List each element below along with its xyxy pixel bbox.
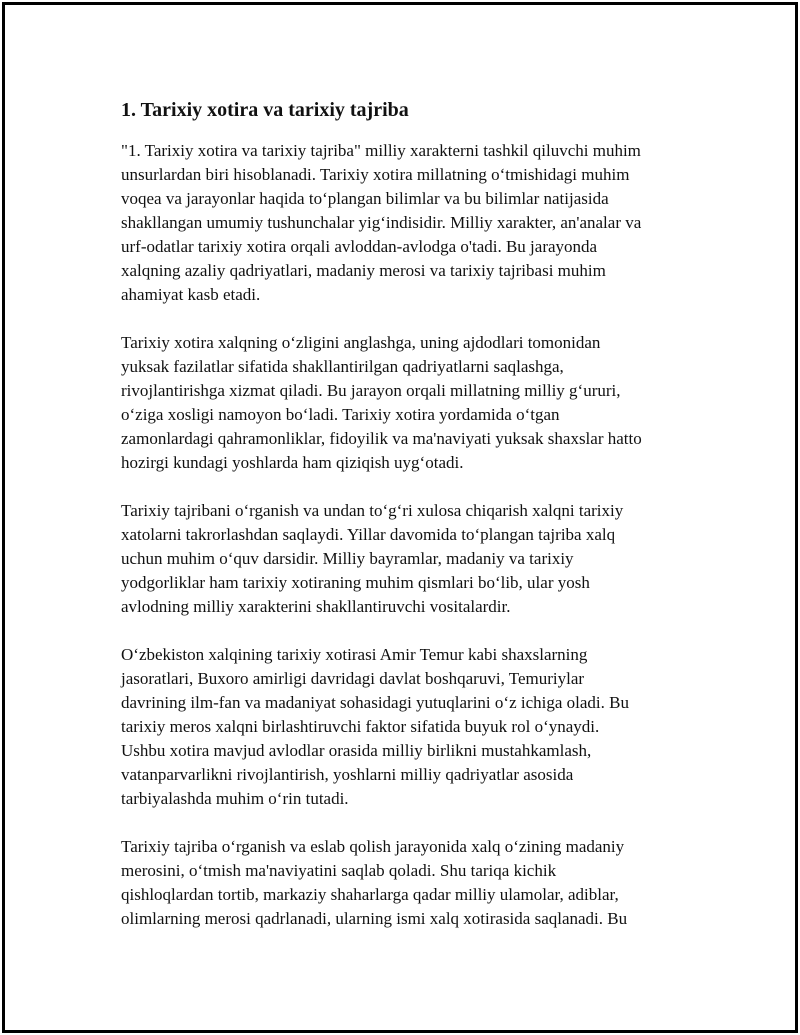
text-line: yodgorliklar ham tarixiy xotiraning muhim qismlari boʻlib, ular yosh	[121, 573, 590, 592]
text-line: xatolarni takrorlashdan saqlaydi. Yillar davomida toʻplangan tajriba xalq	[121, 525, 616, 544]
text-line: Ushbu xotira mavjud avlodlar orasida milliy birlikni mustahkamlash,	[121, 741, 592, 760]
paragraph-5	[121, 835, 681, 931]
text-line: ahamiyat kasb etadi.	[121, 285, 261, 304]
paragraph-3	[121, 499, 681, 619]
text-line: xalqning azaliy qadriyatlari, madaniy merosi va tarixiy tajribasi muhim	[121, 261, 606, 280]
text-line: Tarixiy xotira xalqning oʻzligini anglashga, uning ajdodlari tomonidan	[121, 333, 601, 352]
text-line: "1. Tarixiy xotira va tarixiy tajriba" milliy xarakterni tashkil qiluvchi muhim	[121, 141, 641, 160]
text-line: davrining ilm-fan va madaniyat sohasidagi yutuqlarini oʻz ichiga oladi. Bu	[121, 693, 629, 712]
text-line: urf-odatlar tarixiy xotira orqali avloddan-avlodga o'tadi. Bu jarayonda	[121, 237, 598, 256]
text-line: jasoratlari, Buxoro amirligi davridagi davlat boshqaruvi, Temuriylar	[121, 669, 585, 688]
text-line: Tarixiy tajribani oʻrganish va undan toʻgʻri xulosa chiqarish xalqni tarixiy	[121, 501, 624, 520]
text-line: tarbiyalashda muhim oʻrin tutadi.	[121, 789, 349, 808]
text-line: unsurlardan biri hisoblanadi. Tarixiy xotira millatning oʻtmishidagi muhim	[121, 165, 630, 184]
document-body	[121, 95, 681, 955]
paragraph-list	[121, 139, 681, 931]
text-line: shakllangan umumiy tushunchalar yigʻindisidir. Milliy xarakter, an'analar va	[121, 213, 642, 232]
text-line: tarixiy meros xalqni birlashtiruvchi faktor sifatida buyuk rol oʻynaydi.	[121, 717, 600, 736]
text-line: Tarixiy tajriba oʻrganish va eslab qolish jarayonida xalq oʻzining madaniy	[121, 837, 625, 856]
text-line: qishloqlardan tortib, markaziy shaharlarga qadar milliy ulamolar, adiblar,	[121, 885, 619, 904]
text-line: olimlarning merosi qadrlanadi, ularning ismi xalq xotirasida saqlanadi. Bu	[121, 909, 628, 928]
paragraph-4	[121, 643, 681, 811]
text-line: zamonlardagi qahramonliklar, fidoyilik va ma'naviyati yuksak shaxslar hatto	[121, 429, 642, 448]
text-line: voqea va jarayonlar haqida toʻplangan bilimlar va bu bilimlar natijasida	[121, 189, 609, 208]
text-line: oʻziga xosligi namoyon boʻladi. Tarixiy xotira yordamida oʻtgan	[121, 405, 560, 424]
page-frame	[2, 2, 798, 1033]
paragraph-1	[121, 139, 681, 307]
text-line: avlodning milliy xarakterini shakllantiruvchi vositalardir.	[121, 597, 511, 616]
text-line: uchun muhim oʻquv darsidir. Milliy bayramlar, madaniy va tarixiy	[121, 549, 574, 568]
text-line: merosini, oʻtmish ma'naviyatini saqlab qoladi. Shu tariqa kichik	[121, 861, 557, 880]
text-line: rivojlantirishga xizmat qiladi. Bu jarayon orqali millatning milliy gʻururi,	[121, 381, 621, 400]
section-title: 1. Tarixiy xotira va tarixiy tajriba	[121, 99, 409, 121]
text-line: yuksak fazilatlar sifatida shakllantirilgan qadriyatlarni saqlashga,	[121, 357, 564, 376]
text-line: Oʻzbekiston xalqining tarixiy xotirasi Amir Temur kabi shaxslarning	[121, 645, 588, 664]
paragraph-2	[121, 331, 681, 475]
text-line: vatanparvarlikni rivojlantirish, yoshlarni milliy qadriyatlar asosida	[121, 765, 574, 784]
text-line: hozirgi kundagi yoshlarda ham qiziqish uygʻotadi.	[121, 453, 464, 472]
